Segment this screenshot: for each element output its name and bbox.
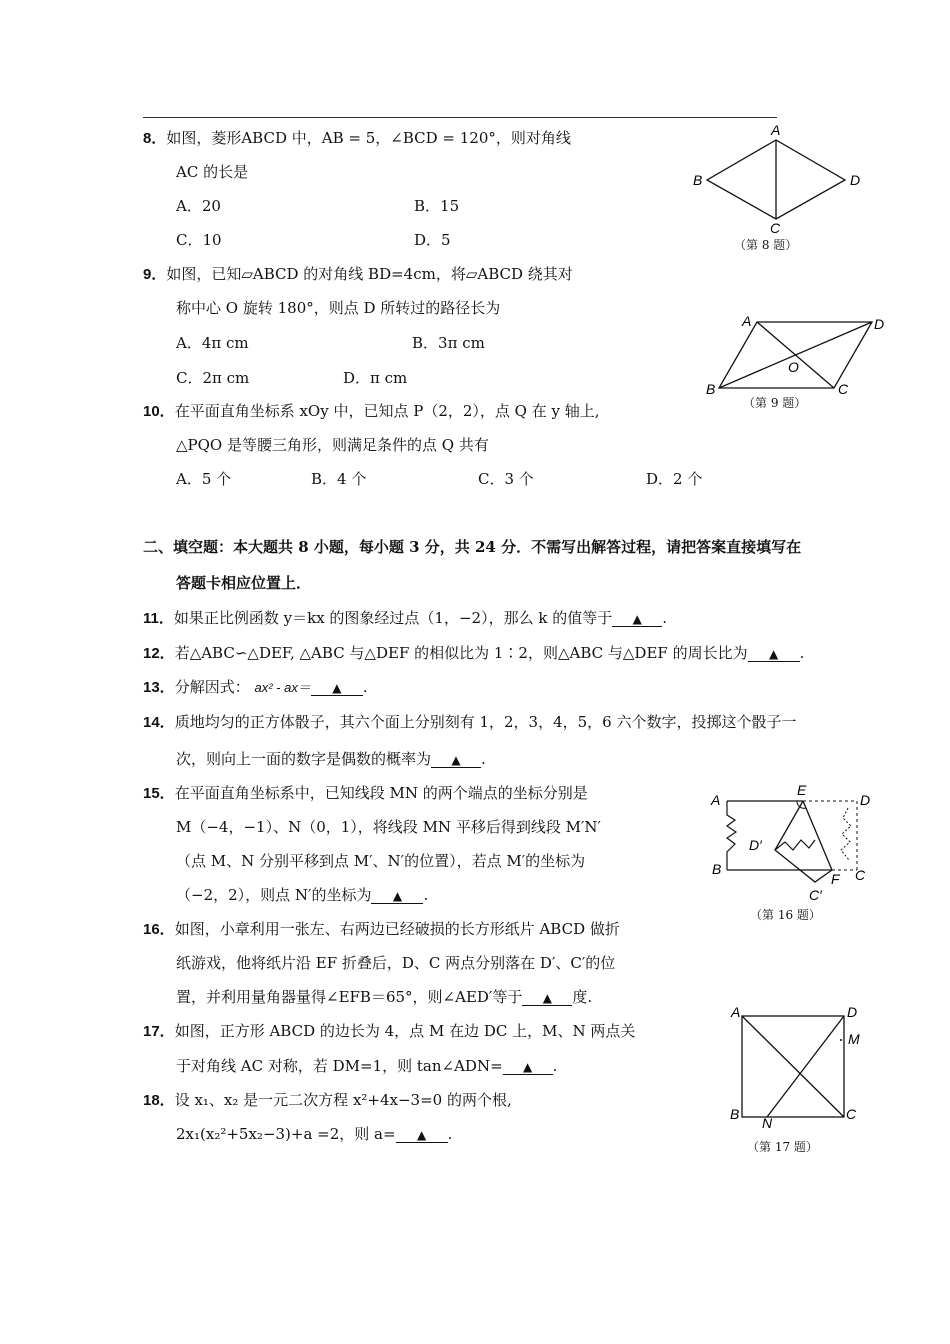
- q9-option-b: B．3π cm: [412, 334, 485, 352]
- q10-line1: 10．在平面直角坐标系 xOy 中，已知点 P（2，2），点 Q 在 y 轴上,: [143, 402, 600, 420]
- label-b: B: [712, 861, 722, 877]
- q8-option-d: D．5: [414, 231, 451, 249]
- label-d: D: [860, 792, 871, 808]
- label-c: C: [846, 1106, 857, 1122]
- q10-option-c: C．3 个: [478, 470, 534, 488]
- q17-square-figure: [725, 1000, 875, 1130]
- label-c: C: [770, 220, 781, 236]
- q16-line1: 16．如图，小章利用一张左、右两边已经破损的长方形纸片 ABCD 做折: [143, 920, 620, 938]
- segment-dn: [767, 1016, 844, 1117]
- label-o: O: [788, 359, 799, 375]
- q11-answer-blank: ▲: [612, 612, 662, 627]
- q9-caption: （第 9 题）: [743, 396, 807, 410]
- q9-parallelogram-figure: [700, 310, 900, 400]
- q16-line3: 置，并利用量角器量得∠EFB＝65°，则∠AED′等于 ▲ 度.: [176, 988, 593, 1006]
- q10-line2: △PQO 是等腰三角形，则满足条件的点 Q 共有: [176, 436, 489, 454]
- q13-line: 13．分解因式： ax² - ax＝ ▲ .: [143, 678, 368, 696]
- q15-line4: （−2，2），则点 N′的坐标为 ▲ .: [176, 886, 429, 904]
- q17-caption: （第 17 题）: [747, 1140, 818, 1154]
- q16-line2: 纸游戏，他将纸片沿 EF 折叠后，D、C 两点分别落在 D′、C′的位: [176, 954, 616, 972]
- diagonal-ac: [742, 1016, 844, 1117]
- q8-option-b: B．15: [414, 197, 460, 215]
- label-b: B: [730, 1106, 740, 1122]
- label-b: B: [693, 172, 703, 188]
- q14-line1: 14．质地均匀的正方体骰子，其六个面上分别刻有 1，2，3，4，5，6 六个数字，投掷这个骰子一: [143, 713, 797, 731]
- label-d: D: [847, 1004, 858, 1020]
- q10-option-d: D．2 个: [646, 470, 703, 488]
- label-m: M: [848, 1031, 860, 1047]
- label-d: D: [850, 172, 861, 188]
- q17-line1: 17．如图，正方形 ABCD 的边长为 4，点 M 在边 DC 上，M、N 两点关: [143, 1022, 636, 1040]
- top-rule: [143, 117, 777, 118]
- label-d-prime: D′: [749, 837, 762, 853]
- q9-option-c: C．2π cm: [176, 369, 250, 387]
- point-m: [840, 1039, 842, 1041]
- q10-option-b: B．4 个: [311, 470, 367, 488]
- q12-line: 12．若△ABC∽△DEF, △ABC 与△DEF 的相似比为 1∶2，则△ABC 与△DEF 的周长比为 ▲ .: [143, 644, 805, 662]
- q10-option-a: A．5 个: [176, 470, 232, 488]
- q16-answer-blank: ▲: [522, 991, 572, 1006]
- q15-line3: （点 M、N 分别平移到点 M′、N′的位置），若点 M′的坐标为: [176, 852, 586, 870]
- q9-option-a: A．4π cm: [176, 334, 249, 352]
- label-a: A: [711, 792, 721, 808]
- q13-answer-blank: ▲: [311, 681, 363, 696]
- q18-line1: 18．设 x₁、x₂ 是一元二次方程 x²+4x−3=0 的两个根,: [143, 1091, 512, 1109]
- q9-option-d: D．π cm: [343, 369, 408, 387]
- section2-heading-line1: 二、填空题：本大题共 8 小题，每小题 3 分，共 24 分．不需写出解答过程，请把答案直接填写在: [143, 538, 802, 556]
- label-c: C: [855, 867, 866, 883]
- section2-heading-line2: 答题卡相应位置上．: [176, 574, 312, 592]
- q8-option-a: A．20: [176, 197, 221, 215]
- q8-line2: AC 的长是: [176, 163, 249, 181]
- folded-torn-edge: [775, 840, 815, 850]
- label-a: A: [771, 122, 781, 138]
- q15-line1: 15．在平面直角坐标系中，已知线段 MN 的两个端点的坐标分别是: [143, 784, 588, 802]
- q14-answer-blank: ▲: [431, 753, 481, 768]
- q17-line2: 于对角线 AC 对称，若 DM=1，则 tan∠ADN= ▲ .: [176, 1057, 558, 1075]
- label-a: A: [731, 1004, 741, 1020]
- q15-answer-blank: ▲: [371, 889, 423, 904]
- right-torn-dashed: [841, 808, 851, 860]
- label-f: F: [831, 871, 840, 887]
- label-b: B: [706, 381, 716, 397]
- label-d: D: [874, 316, 885, 332]
- label-c-prime: C′: [809, 887, 822, 903]
- q8-caption: （第 8 题）: [734, 238, 798, 252]
- label-e: E: [797, 782, 807, 798]
- q15-line2: M（−4，−1）、N（0，1），将线段 MN 平移后得到线段 M′N′: [176, 818, 601, 836]
- q18-line2: 2x₁(x₂²+5x₂−3)+a =2，则 a= ▲ .: [176, 1125, 453, 1143]
- q16-caption: （第 16 题）: [750, 908, 821, 922]
- q12-answer-blank: ▲: [748, 647, 800, 662]
- q17-answer-blank: ▲: [503, 1060, 553, 1075]
- q9-line1: 9．如图，已知▱ABCD 的对角线 BD=4cm，将▱ABCD 绕其对: [143, 265, 573, 283]
- diagonal-bd: [719, 322, 872, 388]
- q18-answer-blank: ▲: [396, 1128, 448, 1143]
- left-torn-edge: [727, 801, 736, 870]
- q8-option-c: C．10: [176, 231, 222, 249]
- q11-line: 11．如果正比例函数 y＝kx 的图象经过点（1，−2），那么 k 的值等于 ▲ .: [143, 609, 667, 627]
- label-n: N: [762, 1115, 773, 1131]
- q8-line1: 8．如图，菱形ABCD 中，AB = 5，∠BCD = 120°，则对角线: [143, 129, 571, 147]
- fold-line-ef: [803, 801, 832, 870]
- q9-line2: 称中心 O 旋转 180°，则点 D 所转过的路径长为: [176, 299, 501, 317]
- label-a: A: [742, 313, 752, 329]
- label-c: C: [838, 381, 849, 397]
- q14-line2: 次，则向上一面的数字是偶数的概率为 ▲ .: [176, 750, 486, 768]
